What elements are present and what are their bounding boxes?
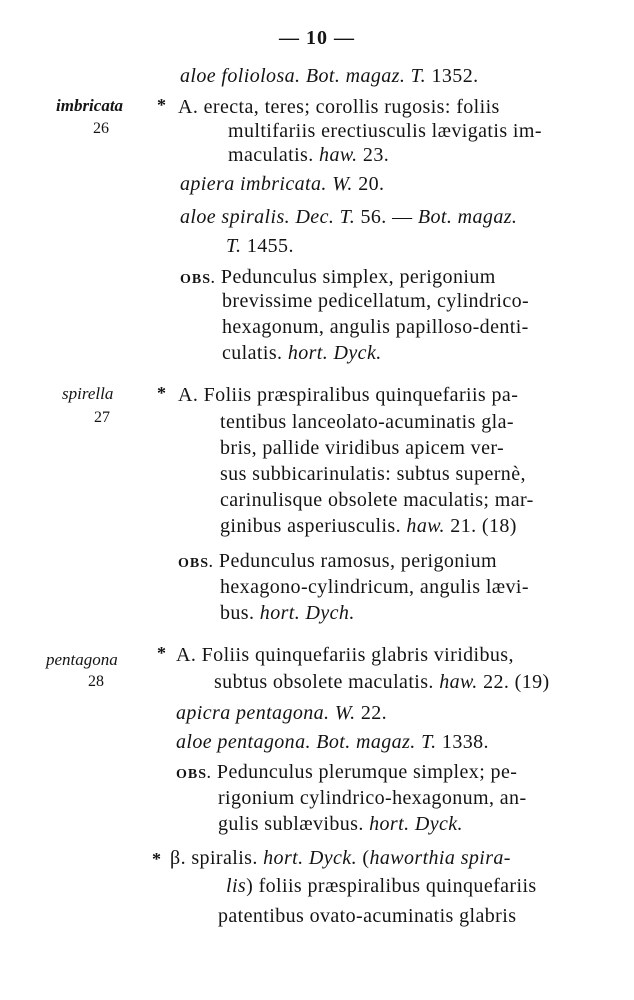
- text-line: hexagono-cylindricum, angulis lævi-: [220, 576, 529, 598]
- text-line: sus subbicarinulatis: subtus supernè,: [220, 463, 526, 485]
- text-line: β. spiralis. hort. Dyck. (haworthia spira-: [170, 847, 511, 869]
- text-line: OBS. Pedunculus simplex, perigonium: [180, 266, 496, 288]
- text-line: OBS. Pedunculus ramosus, perigonium: [178, 550, 497, 572]
- species-number-26: 26: [93, 120, 109, 137]
- text-line: subtus obsolete maculatis. haw. 22. (19): [214, 671, 550, 693]
- species-name-pentagona: pentagona: [46, 650, 118, 669]
- text-line: bus. hort. Dych.: [220, 602, 355, 624]
- species-number-28: 28: [88, 673, 104, 690]
- text-line: patentibus ovato-acuminatis glabris: [218, 905, 517, 927]
- text-line: apicra pentagona. W. 22.: [176, 702, 388, 724]
- text-line: aloe foliolosa. Bot. magaz. T. 1352.: [180, 65, 479, 87]
- text-line: lis) foliis præspiralibus quinquefariis: [226, 875, 537, 897]
- species-name-imbricata: imbricata: [56, 96, 124, 115]
- text-line: A. erecta, teres; corollis rugosis: foliis: [178, 96, 500, 118]
- text-line: carinulisque obsolete maculatis; mar-: [220, 489, 534, 511]
- text-line: T. 1455.: [226, 235, 294, 257]
- asterisk-mark: *: [157, 383, 166, 403]
- text-line: A. Foliis præspiralibus quinquefariis pa-: [178, 384, 519, 406]
- text-line: tentibus lanceolato-acuminatis gla-: [220, 411, 514, 433]
- text-line: brevissime pedicellatum, cylindrico-: [222, 290, 530, 312]
- text-line: OBS. Pedunculus plerumque simplex; pe-: [176, 761, 518, 783]
- text-line: aloe pentagona. Bot. magaz. T. 1338.: [176, 731, 489, 753]
- text-line: maculatis. haw. 23.: [228, 144, 390, 166]
- text-line: multifariis erectiusculis lævigatis im-: [228, 120, 542, 142]
- asterisk-mark: *: [157, 643, 166, 663]
- page-number: — 10 —: [279, 27, 355, 49]
- text-line: aloe spiralis. Dec. T. 56. — Bot. magaz.: [180, 206, 518, 228]
- species-number-27: 27: [94, 409, 110, 426]
- text-line: culatis. hort. Dyck.: [222, 342, 382, 364]
- text-line: rigonium cylindrico-hexagonum, an-: [218, 787, 527, 809]
- asterisk-mark: *: [157, 95, 166, 115]
- text-line: ginibus asperiusculis. haw. 21. (18): [220, 515, 517, 537]
- text-line: hexagonum, angulis papilloso-denti-: [222, 316, 529, 338]
- species-name-spirella: spirella: [62, 384, 114, 403]
- text-line: apiera imbricata. W. 20.: [180, 173, 385, 195]
- asterisk-mark: *: [152, 849, 161, 869]
- text-line: bris, pallide viridibus apicem ver-: [220, 437, 505, 459]
- text-line: gulis sublævibus. hort. Dyck.: [218, 813, 463, 835]
- text-line: A. Foliis quinquefariis glabris viridibus,: [176, 644, 514, 666]
